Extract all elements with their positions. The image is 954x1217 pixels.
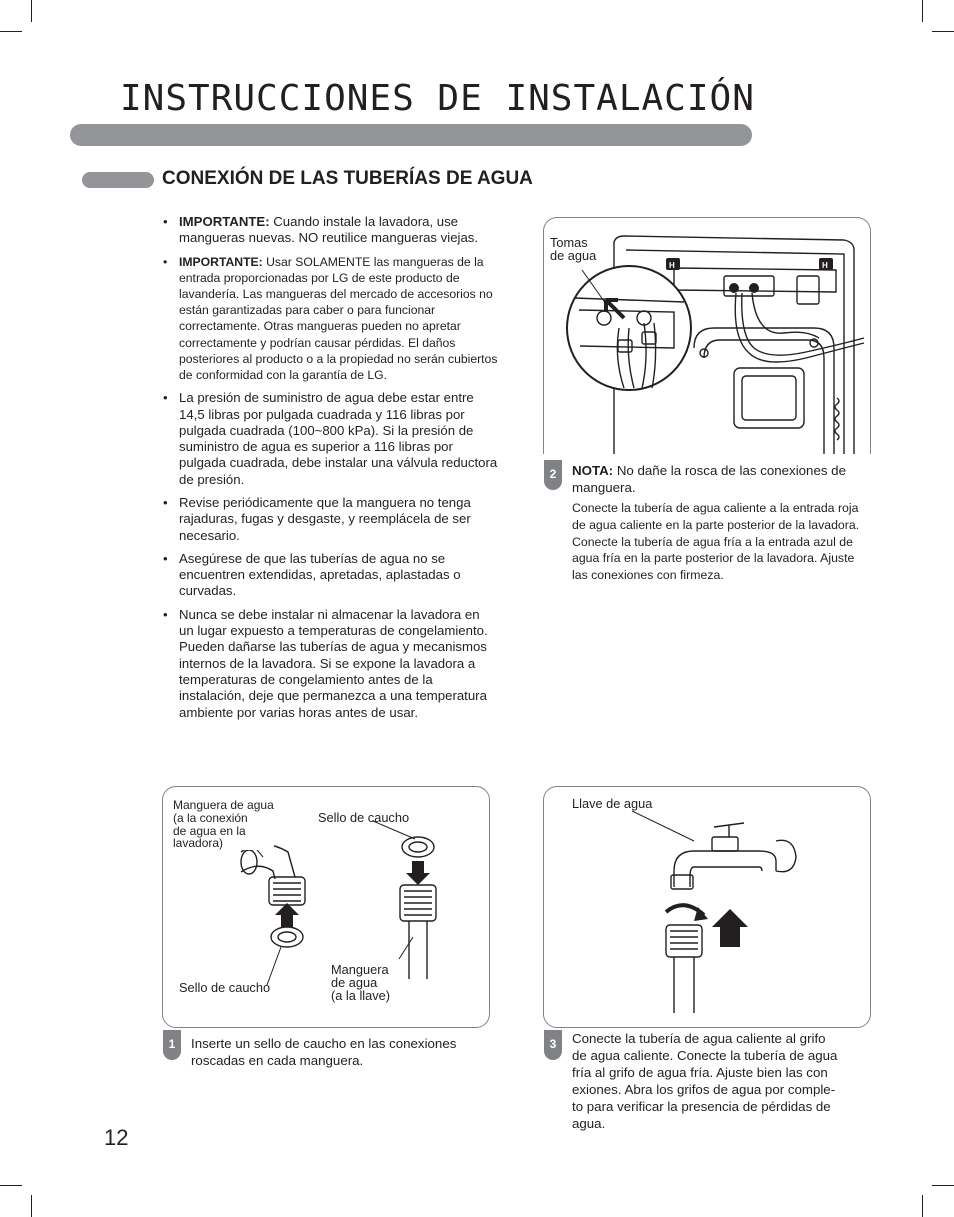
page-number: 12 bbox=[104, 1125, 129, 1150]
step2-note: NOTA: No dañe la rosca de las conexiones de manguera. bbox=[572, 463, 846, 495]
title-bar bbox=[70, 124, 752, 146]
step-number-2: 2 bbox=[544, 460, 562, 490]
crop-mark bbox=[932, 31, 954, 32]
list-item: • IMPORTANTE: Cuando instale la lavadora, use mangueras nuevas. NO reutilice mangueras viejas. bbox=[160, 214, 498, 247]
crop-mark bbox=[31, 1195, 32, 1217]
step2-text: Conecte la tubería de agua caliente a la entrada roja de agua caliente en la parte posterior de la lavadora. Conecte la tubería de agua fría a la entrada azul de agua fría en la parte posterior de la lavadora. Ajuste las conexiones con firmeza. bbox=[572, 501, 860, 583]
step-number-1: 1 bbox=[163, 1030, 181, 1060]
step3-illustration-panel bbox=[543, 786, 871, 1028]
step-number-3: 3 bbox=[544, 1030, 562, 1060]
crop-mark bbox=[922, 1195, 923, 1217]
water-tap-label: Llave de agua bbox=[572, 796, 653, 811]
svg-text:H: H bbox=[822, 261, 828, 270]
step1-illustration-panel bbox=[162, 786, 490, 1028]
water-inlets-label: Tomas de agua bbox=[550, 235, 597, 263]
page-title: INSTRUCCIONES DE INSTALACIÓN bbox=[120, 78, 755, 119]
instruction-list bbox=[160, 214, 498, 728]
water-tap-illustration bbox=[544, 787, 870, 1027]
crop-mark bbox=[31, 0, 32, 22]
section-title: CONEXIÓN DE LAS TUBERÍAS DE AGUA bbox=[162, 168, 533, 189]
crop-mark bbox=[0, 1185, 22, 1186]
section-marker bbox=[82, 172, 154, 188]
crop-mark bbox=[922, 0, 923, 22]
rubber-seal-label-top: Sello de caucho bbox=[318, 810, 410, 825]
rubber-seal-label-bottom: Sello de caucho bbox=[179, 980, 271, 995]
list-item: • Asegúrese de que las tuberías de agua no se encuentren extendidas, apretadas, aplastadas o curvadas. bbox=[160, 551, 498, 600]
svg-text:H: H bbox=[669, 261, 675, 270]
list-item: • Revise periódicamente que la manguera no tenga rajaduras, fugas y desgaste, y reemplácela de ser necesario. bbox=[160, 495, 498, 544]
hose-to-tap-label: Manguera de agua (a la llave) bbox=[331, 962, 391, 1003]
list-item: • La presión de suministro de agua debe estar entre 14,5 libras por pulgada cuadrada y 116 libras por pulgada cuadrada (100~800 kPa). Si la presión de suministro de agua es superior a 116 libras por pulgada cuadrada, debe instalar una válvula reductora de presión. bbox=[160, 390, 498, 488]
step1-text: Inserte un sello de caucho en las conexiones roscadas en cada manguera. bbox=[191, 1036, 457, 1068]
crop-mark bbox=[932, 1185, 954, 1186]
hose-to-washer-label: Manguera de agua (a la conexión de agua en la lavadora) bbox=[173, 798, 274, 851]
step3-text: Conecte la tubería de agua caliente al grifo de agua caliente. Conecte la tubería de agua fría al grifo de agua fría. Ajuste bien las con exiones. Abra los grifos de agua por comple- to para verificar la presencia de pérdidas de agua. bbox=[572, 1031, 838, 1131]
list-item: • IMPORTANTE: Usar SOLAMENTE las mangueras de la entrada proporcionadas por LG de este producto de lavandería. Las mangueras del mercado de accesorios no están garantizadas para caber o para funcionar correctamente. Otras mangueras pueden no apretar correctamente y podrían causar pérdidas. El daños posteriores al producto o a la propiedad no serán cubiertos de conformidad con la garantía de LG. bbox=[160, 254, 498, 384]
crop-mark bbox=[0, 31, 22, 32]
step2-illustration-panel bbox=[543, 217, 871, 454]
list-item: • Nunca se debe instalar ni almacenar la lavadora en un lugar expuesto a temperaturas de congelamiento. Pueden dañarse las tuberías de agua y mecanismos internos de la lavadora. Si se expone la lavadora a temperaturas de congelamiento antes de la instalación, deje que permanezca a una temperatura ambiente por varias horas antes de usar. bbox=[160, 607, 498, 721]
